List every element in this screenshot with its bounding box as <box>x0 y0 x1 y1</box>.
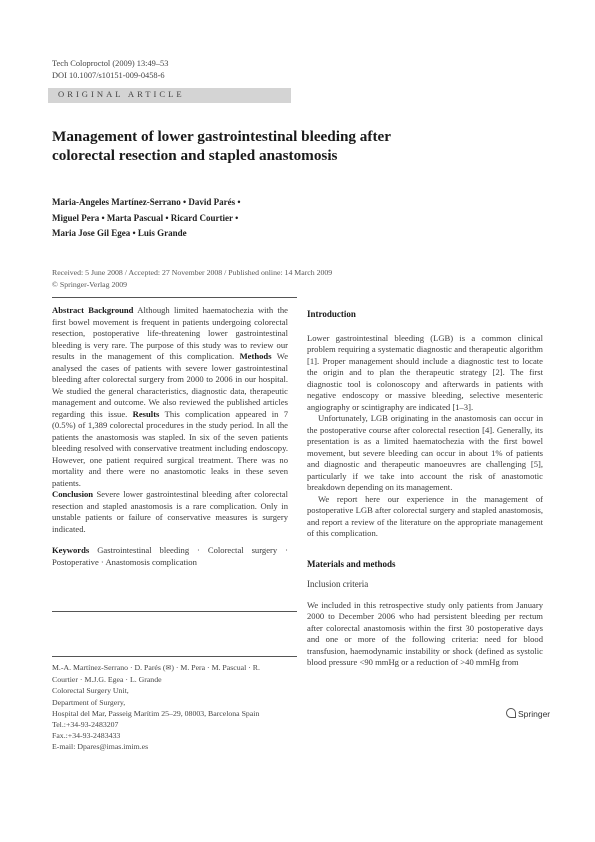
abstract-conclusion-label: Conclusion <box>52 489 94 499</box>
keywords-label: Keywords <box>52 545 90 555</box>
author-list <box>52 195 352 242</box>
title-line-1: Management of lower gastrointestinal bleeding after <box>52 128 391 145</box>
inclusion-criteria-heading: Inclusion criteria <box>307 579 369 589</box>
affiliation-names-2: Courtier · M.J.G. Egea · L. Grande <box>52 675 162 685</box>
author-line: Maria-Angeles Martínez-Serrano • David Parés • <box>52 197 241 207</box>
affiliation-names-start: M.-A. Martínez-Serrano · D. Parés ( <box>52 663 166 672</box>
introduction-heading: Introduction <box>307 309 356 319</box>
abstract-results-text: This complication appeared in 7 (0.5%) of 1,389 colorectal procedures in the study period. In all the patients the anastomosis was stapled. In six of the seven patients bleeding resolved with conservative treatment including endoscopy. However, one patient required surgical treatment. There was no mortality and there were no anastomotic leaks in these seven patients. <box>52 408 288 488</box>
affiliation-department: Department of Surgery, <box>52 697 126 707</box>
abstract-methods-text: We analysed the cases of patients with severe lower gastrointestinal bleeding after colorectal surgery from 2000 to 2006 in our hospital. We studied the general characteristics, diagnostic data, therapeutic management and outcome. We also reviewed the published articles regarding this issue. <box>52 351 289 419</box>
springer-logo <box>506 708 550 719</box>
introduction-paragraph: Lower gastrointestinal bleeding (LGB) is a common clinical problem requiring a systematic diagnostic and therapeutic algorithm [1]. Proper management should include a diagnostic test to locate the origin and to plan the therapeutic strategy [2]. The first diagnostic tool is colonoscopy and afterwards in patients with negative endoscopy or massive bleeding, selective mesenteric angiography or scintigraphy are indicated [1–3]. <box>307 332 543 412</box>
abstract-background-text: Although limited haematochezia with the first bowel movement is frequent in patients undergoing colorectal resection, postoperative life-threatening lower gastrointestinal bleeding is very rare. The purpose of this study was to review our results in the management of this complication. <box>52 305 288 361</box>
abstract <box>52 305 288 568</box>
abstract-top-rule <box>52 297 297 298</box>
doi[interactable]: DOI 10.1007/s10151-009-0458-6 <box>52 71 165 80</box>
publication-dates <box>52 267 332 290</box>
methods-paragraph: We included in this retrospective study only patients from January 2000 to December 2006 who had persistent bleeding per rectum after colorectal anastomosis within the first 30 postoperative days and one or more of the following criteria: need for blood transfusion, haemodynamic instability or shock (defined as systolic blood pressure <90 mmHg or a reduction of >40 mmHg from <box>307 599 543 667</box>
abstract-background-label: Abstract Background <box>52 305 134 315</box>
affiliation-fax: Fax.:+34-93-2483433 <box>52 731 121 741</box>
methods-heading: Materials and methods <box>307 558 396 569</box>
history-dates: Received: 5 June 2008 / Accepted: 27 November 2008 / Published online: 14 March 2009 <box>52 268 333 277</box>
title-line-2: colorectal resection and stapled anastomosis <box>52 147 338 164</box>
affiliation-hospital: Hospital del Mar, Passeig Marítim 25–29, 08003, Barcelona Spain <box>52 708 260 718</box>
body-column <box>307 309 543 669</box>
keywords-text: Gastrointestinal bleeding · Colorectal surgery · Postoperative · Anastomosis complication <box>52 545 288 567</box>
envelope-icon: ✉ <box>165 664 172 672</box>
affiliation-footnote <box>52 662 288 753</box>
keywords <box>52 545 288 568</box>
affiliation-unit: Colorectal Surgery Unit, <box>52 686 129 696</box>
introduction-paragraph: Unfortunately, LGB originating in the anastomosis can occur in the postoperative course after colorectal resection [4]. Generally, its presentation is as a limited haematochezia with the first bowel movement, but severe bleeding can occur in about 1% of patients and diagnostic and therapeutic manoeuvres are challenging [5], particularly if we take into account the risk of anastomotic breakdown depending on its management. <box>307 413 543 492</box>
abstract-conclusion <box>52 489 288 535</box>
springer-wordmark: Springer <box>518 709 551 719</box>
copyright: © Springer-Verlag 2009 <box>52 279 128 289</box>
author-line: Miguel Pera • Marta Pascual • Ricard Courtier • <box>52 212 239 223</box>
springer-horse-icon <box>506 708 516 718</box>
journal-citation: Tech Coloproctol (2009) 13:49–53 <box>52 59 169 68</box>
abstract-body <box>52 305 288 489</box>
author-line: Maria Jose Gil Egea • Luis Grande <box>52 228 187 238</box>
journal-header <box>52 58 168 82</box>
abstract-bottom-rule <box>52 611 297 612</box>
affiliation-email[interactable]: E-mail: Dpares@imas.imim.es <box>52 742 149 752</box>
abstract-conclusion-text: Severe lower gastrointestinal bleeding after colorectal resection and stapled anastomosis is a rare complication. Only in unstable patients or failure of conservative measures is surgery indicated. <box>52 489 288 534</box>
article-title <box>52 127 552 165</box>
affiliation-names-end: ) · M. Pera · M. Pascual · R. <box>171 663 260 672</box>
abstract-results-label: Results <box>132 408 160 419</box>
affiliation-tel: Tel.:+34-93-2483207 <box>52 720 119 730</box>
affiliation-names <box>52 662 288 674</box>
introduction-paragraph: We report here our experience in the management of postoperative LGB after colorectal surgery and stapled anastomosis, and report a review of the literature on the appropriate management of this complication. <box>307 493 543 538</box>
abstract-methods-label: Methods <box>239 351 272 361</box>
article-type: ORIGINAL ARTICLE <box>58 89 185 99</box>
footnote-rule <box>52 656 297 657</box>
